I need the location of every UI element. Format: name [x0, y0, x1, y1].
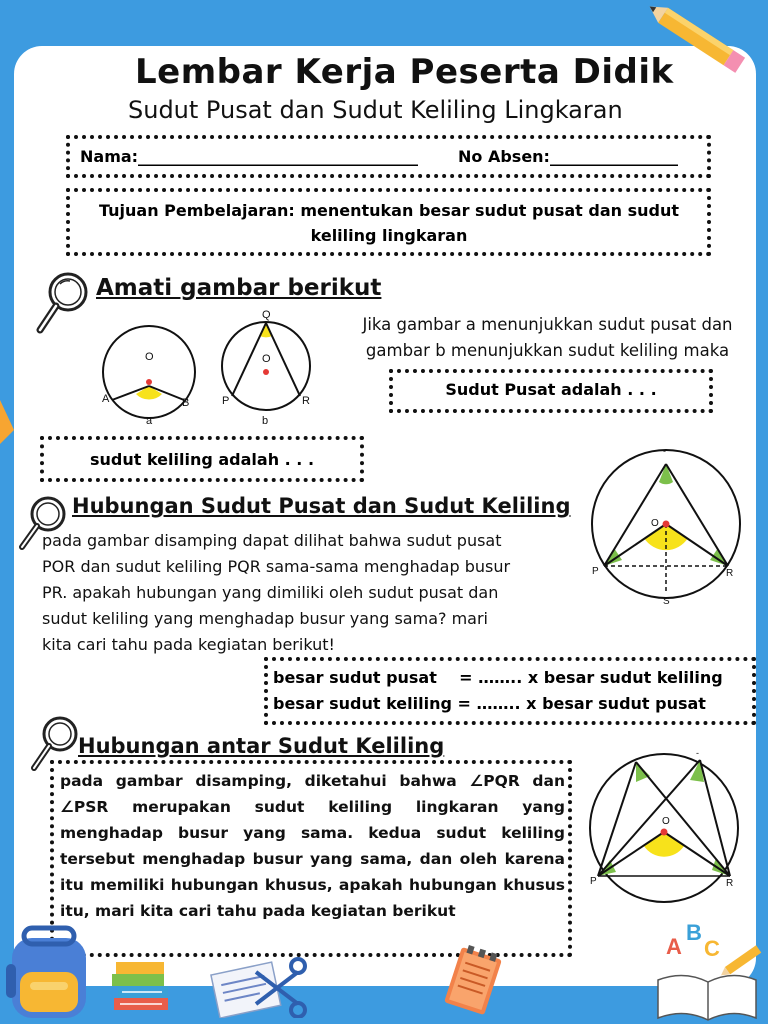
section1-intro: Jika gambar a menunjukkan sudut pusat dan gambar b menunjukkan sudut keliling maka	[362, 315, 733, 360]
section2-heading: Hubungan Sudut Pusat dan Sudut Keliling	[72, 494, 571, 518]
figure-b-inscribed-angle	[212, 306, 322, 430]
objective-text: Tujuan Pembelajaran: menentukan besar sudut pusat dan sudut keliling lingkaran	[99, 201, 679, 245]
page-subtitle: Sudut Pusat dan Sudut Keliling Lingkaran	[128, 96, 623, 124]
figure-b-label-r: R	[302, 395, 310, 407]
name-field[interactable]: Nama:___________________________________	[80, 147, 419, 166]
figure-a-label-b: B	[182, 397, 190, 409]
figure-b-label-q: Q	[262, 309, 271, 321]
side-decoration-icon	[0, 400, 14, 444]
fig2-label-s: S	[663, 596, 670, 607]
fig2-label-p: P	[592, 566, 599, 577]
books-icon	[110, 960, 172, 1014]
fig3-label-p: P	[590, 876, 597, 887]
fig3-label-o: O	[662, 816, 670, 827]
abc-letter-c: C	[704, 936, 720, 961]
figure-a-caption: a	[146, 415, 153, 427]
abc-book-icon	[652, 920, 764, 1024]
formula-inscribed[interactable]: besar sudut keliling = …….. x besar sudut pusat	[273, 694, 706, 713]
inscribed-angle-prompt: sudut keliling adalah . . .	[89, 450, 315, 469]
figure-a-label-a: A	[102, 393, 110, 405]
backpack-icon	[4, 924, 94, 1022]
figure-inscribed-angles	[584, 750, 752, 910]
figure-b-label-o: O	[262, 353, 271, 365]
figure-b-caption: b	[262, 415, 269, 427]
svg-text:-: -	[696, 750, 699, 758]
magnifier-icon	[32, 268, 94, 340]
section3-paragraph: pada gambar disamping, diketahui bahwa ∠PQR dan ∠PSR merupakan sudut keliling lingkaran yang menghadap busur yang sama. kedua sudut keliling tersebut menghadap busur yang sama, dan oleh karena itu memiliki hubungan khusus, apakah hubungan khusus itu, mari kita cari tahu pada kegiatan berikut	[60, 772, 565, 920]
absen-field[interactable]: No Absen:________________	[458, 147, 678, 166]
central-angle-prompt: Sudut Pusat adalah . . .	[445, 380, 657, 399]
notepad-icon	[440, 944, 506, 1018]
page-title: Lembar Kerja Peserta Didik	[135, 52, 674, 92]
section1-heading: Amati gambar berikut	[96, 275, 382, 301]
figure-b-label-p: P	[222, 395, 230, 407]
figure-a-central-angle	[96, 320, 206, 430]
fig2-label-o: O	[651, 518, 659, 529]
abc-letter-a: A	[666, 934, 682, 959]
section2-paragraph: pada gambar disamping dapat dilihat bahwa sudut pusat POR dan sudut keliling PQR sama-sama menghadap busur PR. apakah hubungan yang dimiliki oleh sudut pusat dan sudut keliling yang menghadap busur yang sama? mari kita cari tahu pada kegiatan berikut!	[42, 531, 511, 654]
fig2-label-r: R	[726, 568, 734, 579]
paper-scissors-icon	[206, 952, 310, 1018]
figure-central-vs-inscribed	[586, 446, 746, 608]
fig3-label-r: R	[726, 878, 734, 889]
svg-text:-: -	[663, 446, 666, 456]
section3-heading: Hubungan antar Sudut Keliling	[78, 734, 445, 758]
figure-a-label-o: O	[145, 351, 154, 363]
formula-central[interactable]: besar sudut pusat = …….. x besar sudut keliling	[273, 668, 723, 687]
abc-letter-b: B	[686, 920, 702, 945]
